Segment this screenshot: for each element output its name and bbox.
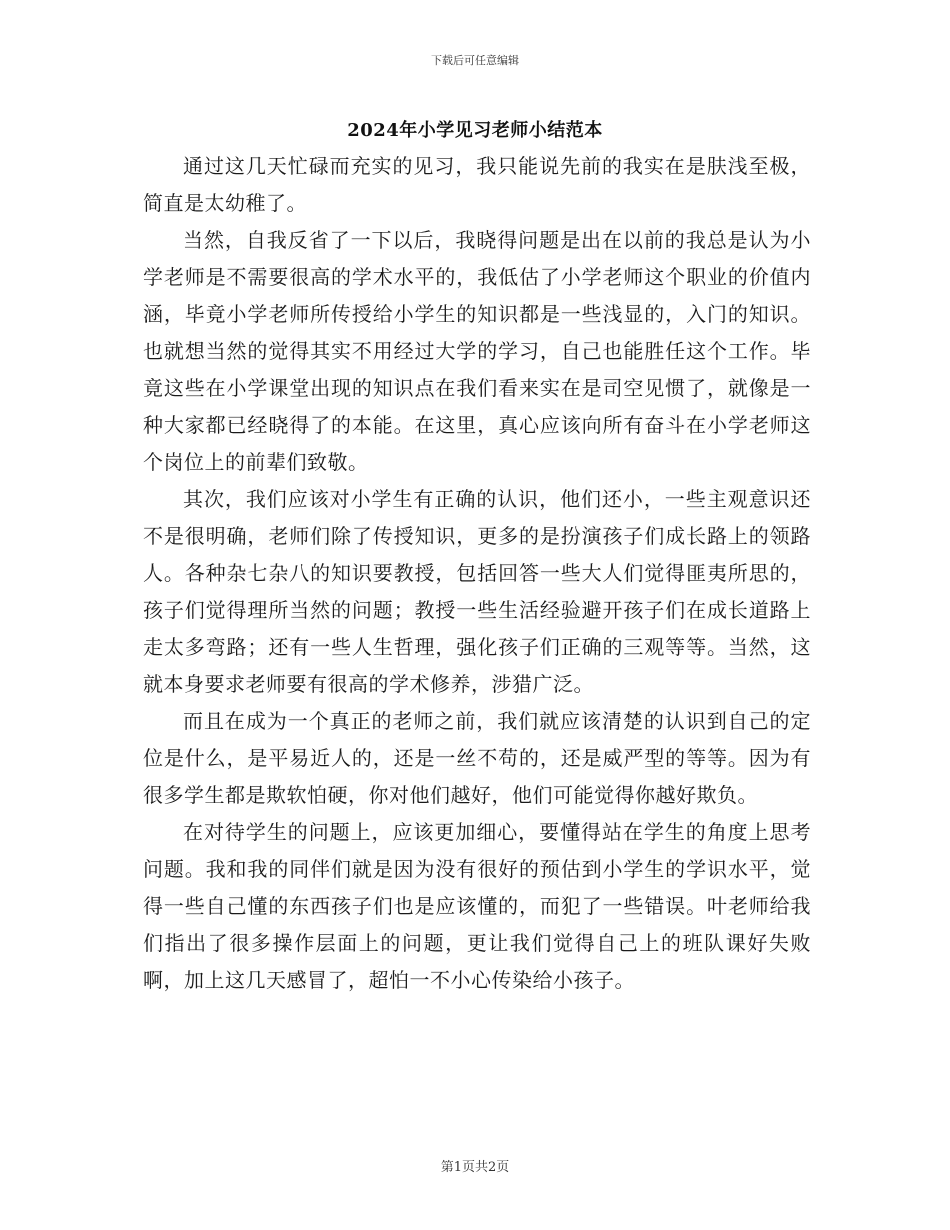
paragraph-1: 通过这几天忙碌而充实的见习，我只能说先前的我实在是肤浅至极，简直是太幼稚了。 <box>143 154 811 215</box>
paragraph-5: 在对待学生的问题上，应该更加细心，要懂得站在学生的角度上思考问题。我和我的同伴们就是因为没有很好的预估到小学生的学识水平，觉得一些自己懂的东西孩子们也是应该懂的，而犯了一些错误。叶老师给我们指出了很多操作层面上的问题，更让我们觉得自己上的班队课好失败啊，加上这几天感冒了，超怕一不小心传染给小孩子。 <box>143 820 811 992</box>
paragraph-4: 而且在成为一个真正的老师之前，我们就应该清楚的认识到自己的定位是什么，是平易近人的，还是一丝不苟的，还是威严型的等等。因为有很多学生都是欺软怕硬，你对他们越好，他们可能觉得你越好欺负。 <box>143 709 811 807</box>
page-number-footer: 第1页共2页 <box>440 1160 510 1175</box>
page-header-note: 下载后可任意编辑 <box>431 54 519 67</box>
document-body <box>143 148 811 999</box>
paragraph-2: 当然，自我反省了一下以后，我晓得问题是出在以前的我总是认为小学老师是不需要很高的学术水平的，我低估了小学老师这个职业的价值内涵，毕竟小学老师所传授给小学生的知识都是一些浅显的，入门的知识。也就想当然的觉得其实不用经过大学的学习，自己也能胜任这个工作。毕竟这些在小学课堂出现的知识点在我们看来实在是司空见惯了，就像是一种大家都已经晓得了的本能。在这里，真心应该向所有奋斗在小学老师这个岗位上的前辈们致敬。 <box>143 228 811 474</box>
document-title: 2024年小学见习老师小结范本 <box>347 120 603 141</box>
paragraph-3: 其次，我们应该对小学生有正确的认识，他们还小，一些主观意识还不是很明确，老师们除了传授知识，更多的是扮演孩子们成长路上的领路人。各种杂七杂八的知识要教授，包括回答一些大人们觉得匪夷所思的，孩子们觉得理所当然的问题；教授一些生活经验避开孩子们在成长道路上走太多弯路；还有一些人生哲理，强化孩子们正确的三观等等。当然，这就本身要求老师要有很高的学术修养，涉猎广泛。 <box>143 487 811 696</box>
